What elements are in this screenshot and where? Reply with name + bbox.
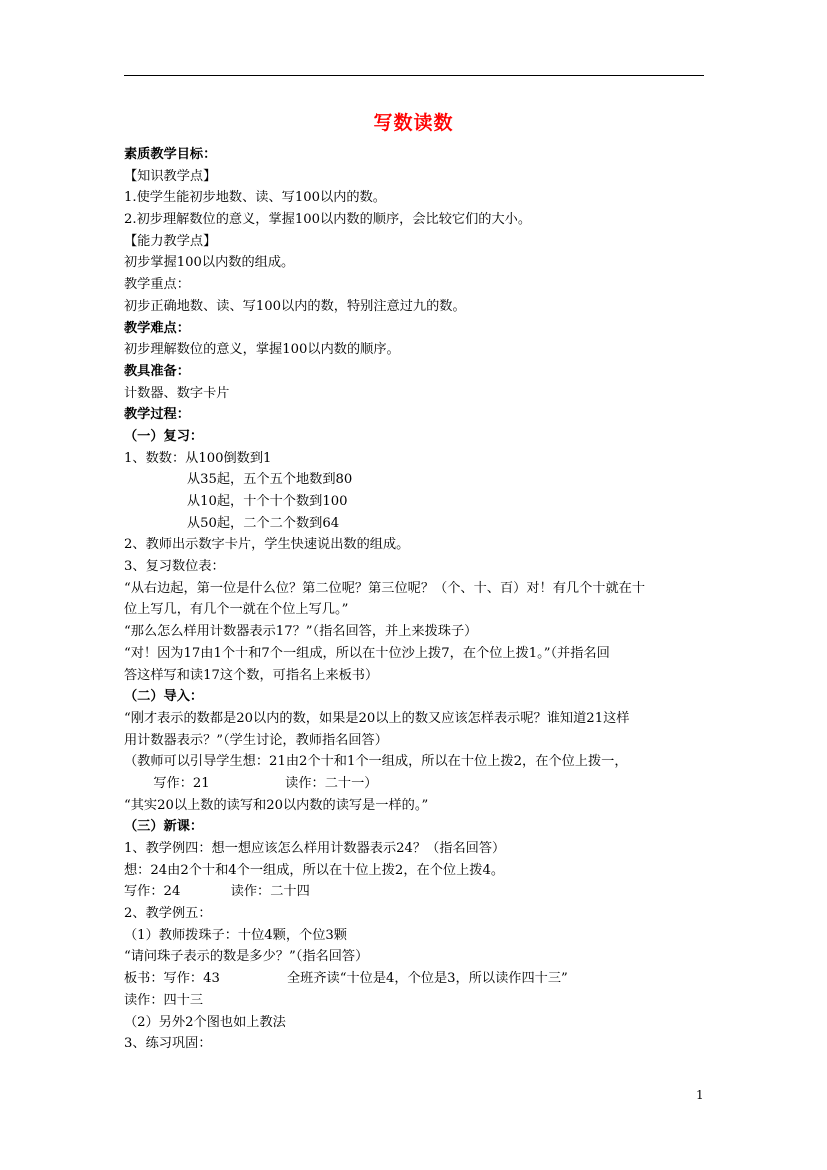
text-line: 写作：24 读作：二十四 bbox=[124, 884, 310, 900]
text-line: “请问珠子表示的数是多少？”（指名回答） bbox=[124, 949, 369, 965]
text-line: “那么怎么样用计数器表示17？”（指名回答，并上来拨珠子） bbox=[124, 624, 478, 640]
text-line: 2、教学例五： bbox=[124, 906, 212, 922]
page-number: 1 bbox=[696, 1088, 704, 1102]
text-line: 【知识教学点】 bbox=[124, 168, 217, 184]
text-line: “对！因为17由1个十和7个一组成，所以在十位沙上拨7，在个位上拨1。”（并指名回 bbox=[124, 645, 610, 661]
text-line: 初步掌握100以内数的组成。 bbox=[124, 255, 295, 271]
text-line: “刚才表示的数都是20以内的数，如果是20以上的数又应该怎样表示呢？谁知道21这样 bbox=[124, 710, 630, 726]
text-line: 【能力教学点】 bbox=[124, 233, 217, 249]
text-line: 初步正确地数、读、写100以内的数，特别注意过九的数。 bbox=[124, 298, 466, 314]
text-line: 从10起，十个十个数到100 bbox=[124, 494, 348, 509]
text-line: 1.使学生能初步地数、读、写100以内的数。 bbox=[124, 190, 386, 206]
text-line: （三）新课： bbox=[124, 819, 204, 835]
text-line: “从右边起，第一位是什么位？第二位呢？第三位呢？（个、十、百）对！有几个十就在十 bbox=[124, 580, 646, 596]
text-line: 教具准备： bbox=[124, 363, 190, 379]
text-line: 想：24由2个十和4个一组成，所以在十位上拨2，在个位上拨4。 bbox=[124, 862, 505, 878]
text-line: 用计数器表示？”（学生讨论，教师指名回答） bbox=[124, 732, 388, 748]
text-line: 教学过程： bbox=[124, 407, 190, 423]
text-line: （二）导入： bbox=[124, 689, 204, 705]
text-line: 3、练习巩固： bbox=[124, 1036, 212, 1052]
text-line: 板书：写作：43 全班齐读“十位是4，个位是3，所以读作四十三” bbox=[124, 971, 568, 987]
text-line: 教学难点： bbox=[124, 320, 190, 336]
text-line: “其实20以上数的读写和20以内数的读写是一样的。” bbox=[124, 797, 429, 813]
text-line: 从50起，二个二个数到64 bbox=[124, 515, 340, 531]
text-line: 读作：四十三 bbox=[124, 992, 204, 1008]
text-line: 2.初步理解数位的意义，掌握100以内数的顺序，会比较它们的大小。 bbox=[124, 212, 532, 228]
text-line: 1、教学例四：想一想应该怎么样用计数器表示24？（指名回答） bbox=[124, 841, 506, 856]
text-line: 写作：21 读作：二十一） bbox=[124, 775, 378, 791]
text-line: 初步理解数位的意义，掌握100以内数的顺序。 bbox=[124, 342, 400, 358]
text-line: （2）另外2个图也如上教法 bbox=[124, 1014, 286, 1030]
text-line: 1、数数：从100倒数到1 bbox=[124, 450, 272, 466]
text-line: （教师可以引导学生想：21由2个十和1个一组成，所以在十位上拨2，在个位上拨一， bbox=[124, 754, 628, 770]
text-line: 答这样写和读17这个数，可指名上来板书） bbox=[124, 667, 379, 683]
text-line: （1）教师拨珠子：十位4颗，个位3颗 bbox=[124, 927, 347, 943]
text-line: 教学重点： bbox=[124, 277, 190, 293]
text-line: 3、复习数位表： bbox=[124, 559, 225, 575]
text-line: （一）复习： bbox=[124, 428, 204, 444]
page-title: 写数读数 bbox=[373, 112, 454, 134]
document-body bbox=[124, 144, 708, 1055]
header-rule bbox=[124, 75, 704, 76]
text-line: 素质教学目标： bbox=[124, 147, 217, 162]
text-line: 从35起，五个五个地数到80 bbox=[124, 472, 353, 488]
text-line: 2、教师出示数字卡片，学生快速说出数的组成。 bbox=[124, 537, 410, 553]
text-line: 计数器、数字卡片 bbox=[124, 385, 230, 401]
text-line: 位上写几，有几个一就在个位上写几。” bbox=[124, 602, 349, 618]
